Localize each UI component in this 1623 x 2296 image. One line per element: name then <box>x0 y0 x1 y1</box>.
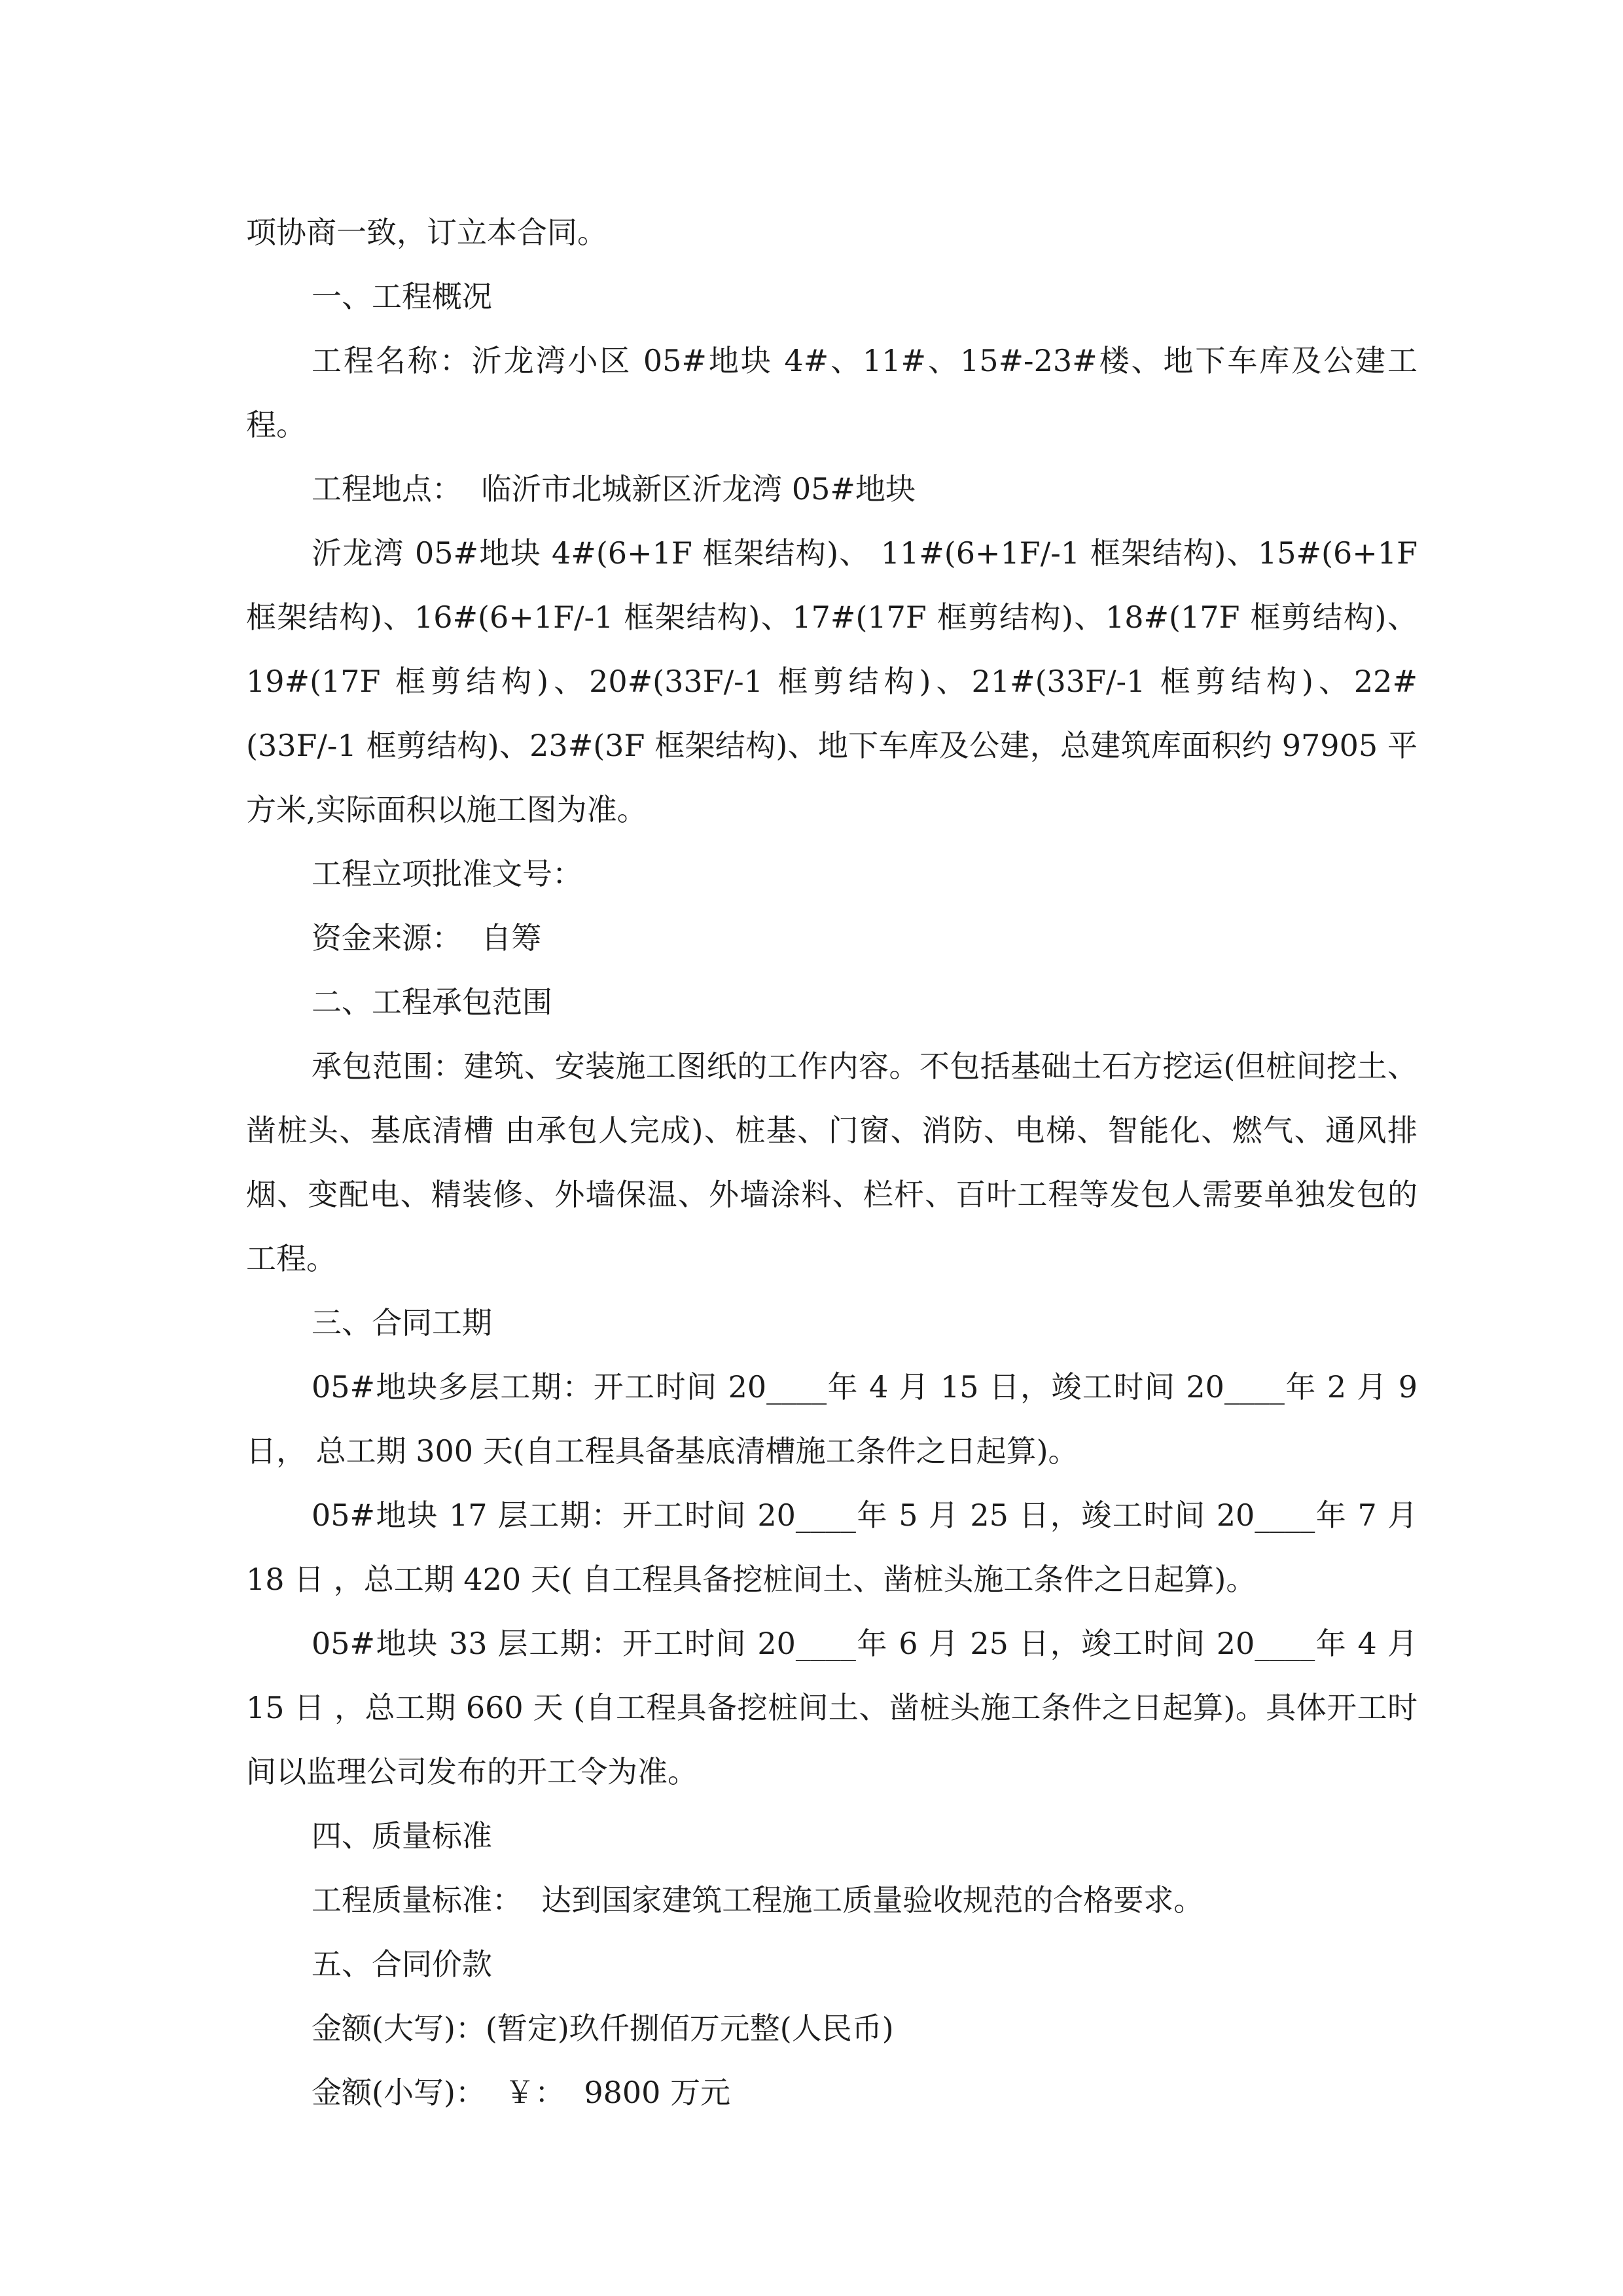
heading-contract-period: 三、合同工期 <box>312 1305 492 1340</box>
project-location: 工程地点： 临沂市北城新区沂龙湾 05#地块 <box>312 471 916 507</box>
period-multistory: 05#地块多层工期：开工时间 20____年 4 月 15 日，竣工时间 20____年 2 月 9 日， 总工期 300 天(自工程具备基底清槽施工条件之日起算)。 <box>246 1369 1427 1469</box>
heading-project-overview: 一、工程概况 <box>312 279 492 314</box>
quality-standard: 工程质量标准： 达到国家建筑工程施工质量验收规范的合格要求。 <box>312 1882 1204 1918</box>
heading-contract-price: 五、合同价款 <box>312 1946 492 1982</box>
amount-in-figures: 金额(小写)： ￥： 9800 万元 <box>312 2075 731 2110</box>
heading-contract-scope: 二、工程承包范围 <box>312 984 552 1020</box>
approval-number: 工程立项批准文号： <box>312 856 582 891</box>
contract-page <box>246 200 1427 2125</box>
funding-source: 资金来源： 自筹 <box>312 920 542 956</box>
paragraph-continuation: 项协商一致，订立本合同。 <box>246 215 607 250</box>
project-buildings: 沂龙湾 05#地块 4#(6+1F 框架结构)、 11#(6+1F/-1 框架结构)、15#(6+1F 框架结构)、16#(6+1F/-1 框架结构)、17#(17F 框剪结构)、18#(17F 框剪结构)、19#(17F 框剪结构)、20#(33F/-1 框剪结构)、21#(33F/-1 框剪结构)、22#(33F/-1 框剪结构)、23#(3F 框架结构)、地下车库及公建，总建筑库面积约 97905 平方米,实际面积以施工图为准。 <box>246 535 1427 827</box>
heading-quality-standard: 四、质量标准 <box>312 1818 492 1854</box>
contract-scope: 承包范围：建筑、安装施工图纸的工作内容。不包括基础土石方挖运(但桩间挖土、凿桩头、基底清槽 由承包人完成)、桩基、门窗、消防、电梯、智能化、燃气、通风排烟、变配电、精装修、外墙保温、外墙涂料、栏杆、百叶工程等发包人需要单独发包的工程。 <box>246 1049 1418 1276</box>
period-33-floor: 05#地块 33 层工期：开工时间 20____年 6 月 25 日，竣工时间 20____年 4 月 15 日 ，总工期 660 天 (自工程具备挖桩间土、凿桩头施工条件之日起算)。具体开工时间以监理公司发布的开工令为准。 <box>246 1626 1427 1789</box>
project-name: 工程名称：沂龙湾小区 05#地块 4#、11#、15#-23#楼、地下车库及公建工程。 <box>246 343 1418 442</box>
period-17-floor: 05#地块 17 层工期：开工时间 20____年 5 月 25 日，竣工时间 20____年 7 月 18 日 ，总工期 420 天( 自工程具备挖桩间土、凿桩头施工条件之日起算)。 <box>246 1498 1427 1597</box>
amount-in-words: 金额(大写)：(暂定)玖仟捌佰万元整(人民币) <box>312 2011 894 2046</box>
